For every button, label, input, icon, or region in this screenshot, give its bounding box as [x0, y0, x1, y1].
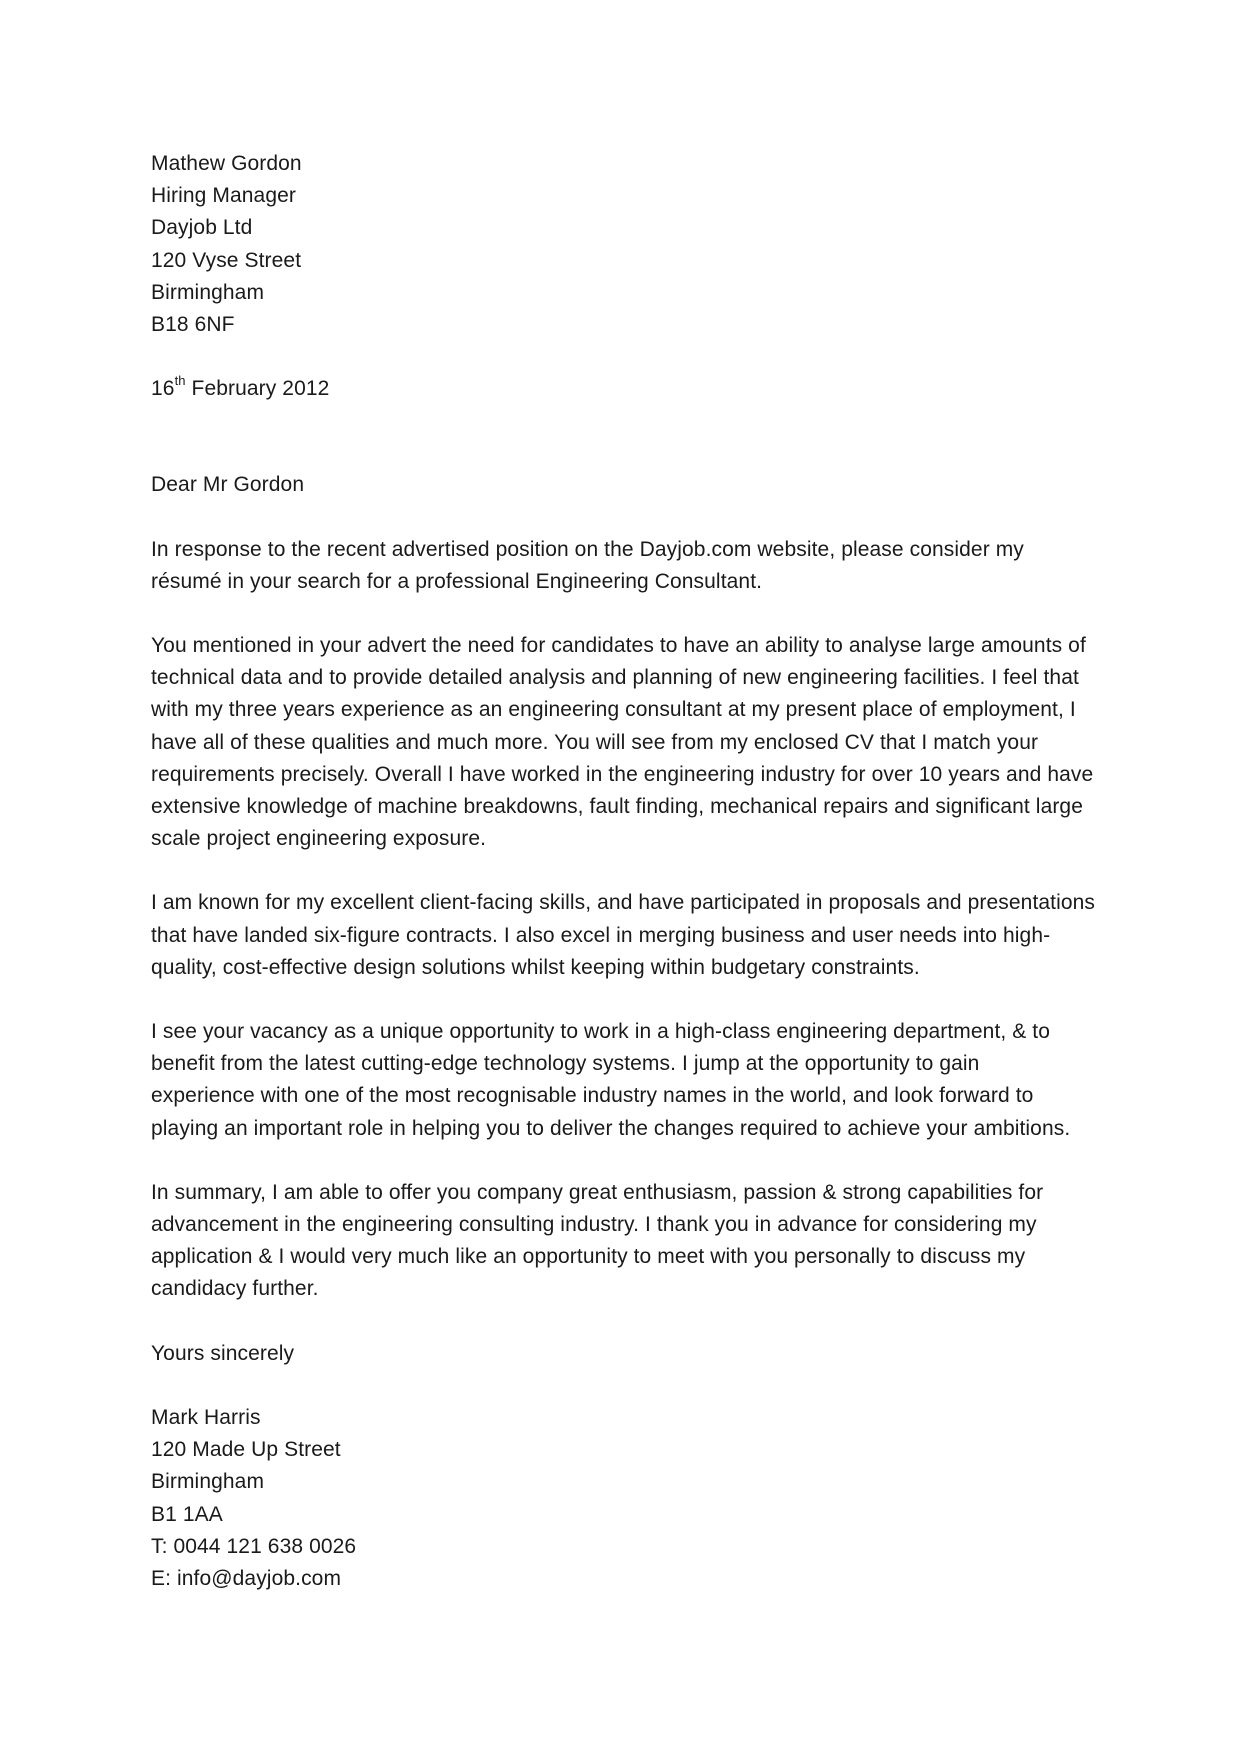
recipient-title: Hiring Manager [151, 184, 296, 208]
recipient-street: 120 Vyse Street [151, 248, 302, 272]
paragraph-line: benefit from the latest cutting-edge technology systems. I jump at the opportunity to gain [151, 1052, 980, 1076]
recipient-postcode: B18 6NF [151, 313, 235, 337]
recipient-address [151, 148, 1111, 341]
paragraph-skills [151, 887, 1111, 984]
paragraph-line: résumé in your search for a professional Engineering Consultant. [151, 569, 763, 593]
sender-details [151, 1402, 1111, 1595]
recipient-company: Dayjob Ltd [151, 216, 253, 240]
paragraph-line: application & I would very much like an opportunity to meet with you personally to discuss my [151, 1245, 1026, 1269]
cover-letter [151, 148, 1111, 1595]
paragraph-intro [151, 534, 1111, 598]
paragraph-line: requirements precisely. Overall I have worked in the engineering industry for over 10 years and have [151, 762, 1094, 786]
recipient-name: Mathew Gordon [151, 152, 302, 175]
paragraph-line: In summary, I am able to offer you company great enthusiasm, passion & strong capabilities for [151, 1180, 1044, 1204]
paragraph-line: technical data and to provide detailed analysis and planning of new engineering facilities. I feel that [151, 666, 1079, 690]
letter-date [151, 373, 1111, 405]
recipient-city: Birmingham [151, 280, 265, 304]
date-day: 16 [151, 377, 175, 401]
paragraph-line: extensive knowledge of machine breakdowns, fault finding, mechanical repairs and significant large [151, 795, 1083, 819]
paragraph-line: I am known for my excellent client-facing skills, and have participated in proposals and presentations [151, 891, 1096, 915]
sender-postcode: B1 1AA [151, 1502, 223, 1526]
paragraph-line: quality, cost-effective design solutions whilst keeping within budgetary constraints. [151, 955, 920, 979]
paragraph-summary [151, 1177, 1111, 1306]
paragraph-line: playing an important role in helping you to deliver the changes required to achieve your ambitions. [151, 1116, 1071, 1140]
sender-name: Mark Harris [151, 1405, 261, 1429]
paragraph-line: with my three years experience as an engineering consultant at my present place of employment, I [151, 698, 1076, 722]
paragraph-line: experience with one of the most recognisable industry names in the world, and look forward to [151, 1084, 1034, 1108]
paragraph-line: candidacy further. [151, 1277, 319, 1301]
sender-street: 120 Made Up Street [151, 1438, 341, 1462]
salutation-text: Dear Mr Gordon [151, 473, 305, 497]
salutation [151, 469, 1111, 501]
paragraph-line: I see your vacancy as a unique opportunity to work in a high-class engineering department, & to [151, 1020, 1051, 1044]
paragraph-opportunity [151, 1016, 1111, 1145]
closing-text: Yours sincerely [151, 1341, 295, 1365]
paragraph-experience [151, 630, 1111, 855]
sender-email: E: info@dayjob.com [151, 1566, 342, 1590]
paragraph-line: scale project engineering exposure. [151, 827, 487, 851]
date-suffix: th [174, 373, 186, 389]
paragraph-line: advancement in the engineering consulting industry. I thank you in advance for considering my [151, 1213, 1037, 1237]
closing [151, 1338, 1111, 1370]
paragraph-line: In response to the recent advertised position on the Dayjob.com website, please consider my [151, 537, 1024, 561]
sender-phone: T: 0044 121 638 0026 [151, 1534, 357, 1558]
paragraph-line: You mentioned in your advert the need for candidates to have an ability to analyse large amounts of [151, 634, 1086, 658]
paragraph-line: that have landed six-figure contracts. I also excel in merging business and user needs into high- [151, 923, 1051, 947]
paragraph-line: have all of these qualities and much more. You will see from my enclosed CV that I match your [151, 730, 1039, 754]
date-rest: February 2012 [191, 377, 330, 401]
sender-city: Birmingham [151, 1470, 265, 1494]
